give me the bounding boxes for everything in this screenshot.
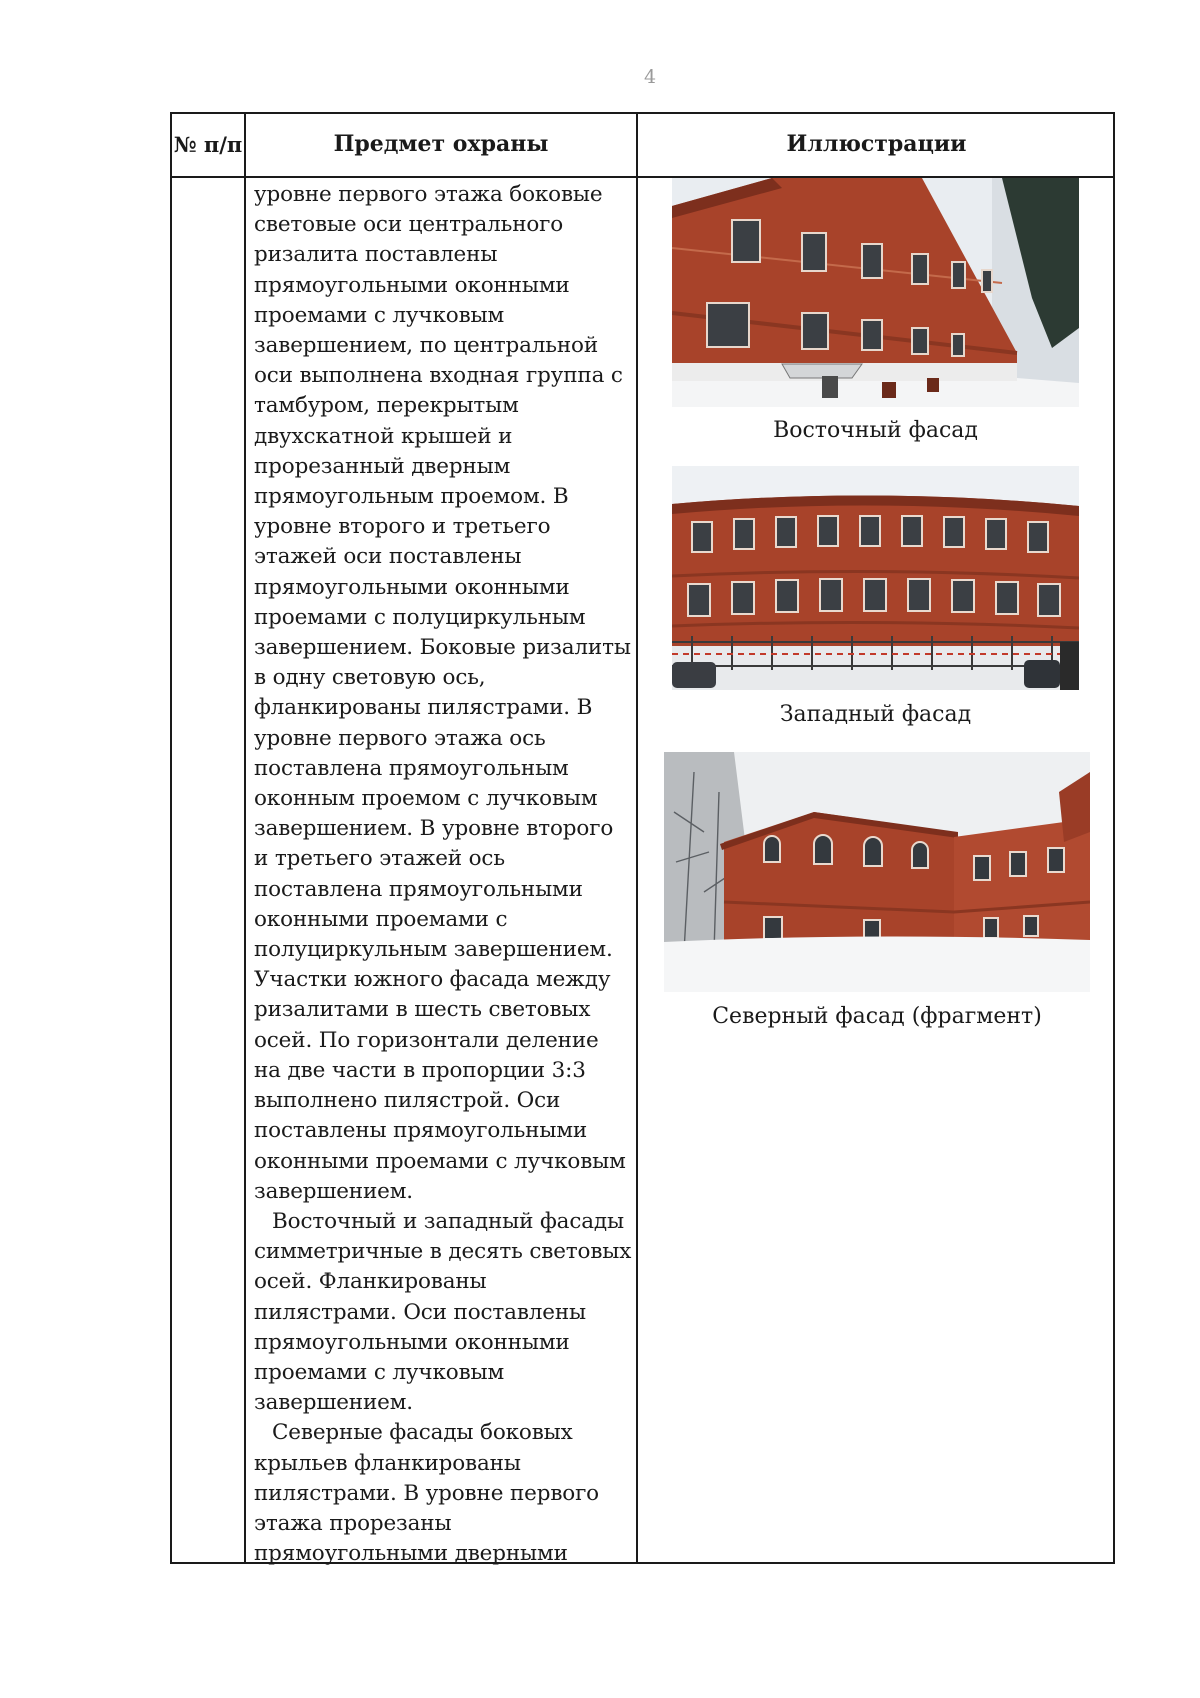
subject-paragraph: Восточный и западный фасады симметричные в десять световых осей. Фланкированы пилястрами. Оси поставлены прямоугольными оконными проемами с лучковым завершением. [254,1208,632,1416]
header-divider [172,176,246,178]
column-divider [636,114,638,1562]
subject-paragraph: уровне первого этажа боковые световые оси центрального ризалита поставлены прямоугольными оконными проемами с лучковым завершением, по центральной оси выполнена входная группа с тамбуром, перекрытым двухскатной крышей и прорезанный дверным прямоугольным проемом. В уровне второго и третьего этажей оси поставлены прямоугольными оконными проемами с полуциркульным завершением. Боковые ризалиты в одну световую ось, фланкированы пилястрами. В уровне первого этажа ось поставлена прямоугольным оконным проемом с лучковым завершением. В уровне второго и третьего этажей ось поставлена прямоугольными оконными проемами с полуциркульным завершением. Участки южного фасада между ризалитами в шесть световых осей. По горизонтали деление на две части в пропорции 3:3 выполнено пилястрой. Оси поставлены прямоугольными оконными проемами с лучковым завершением. [254,182,631,1204]
column-divider [244,114,246,1562]
header-number: № п/п [173,131,243,157]
illustration-caption: Северный фасад (фрагмент) [712,1004,1042,1029]
illustration-caption: Восточный фасад [773,418,978,443]
page-number: 4 [643,66,657,88]
west-facade-photo [672,466,1079,690]
document-table [170,112,1115,1567]
subject-text [254,180,632,1569]
header-subject: Предмет охраны [333,131,549,158]
header-illustrations: Иллюстрации [786,131,967,158]
north-facade-photo [664,752,1090,992]
illustration-caption: Западный фасад [779,702,972,727]
header-divider [244,176,637,178]
subject-paragraph: Северные фасады боковых крыльев фланкированы пилястрами. В уровне первого этажа прорезаны прямоугольными дверными [254,1420,599,1567]
east-facade-photo [672,178,1079,407]
